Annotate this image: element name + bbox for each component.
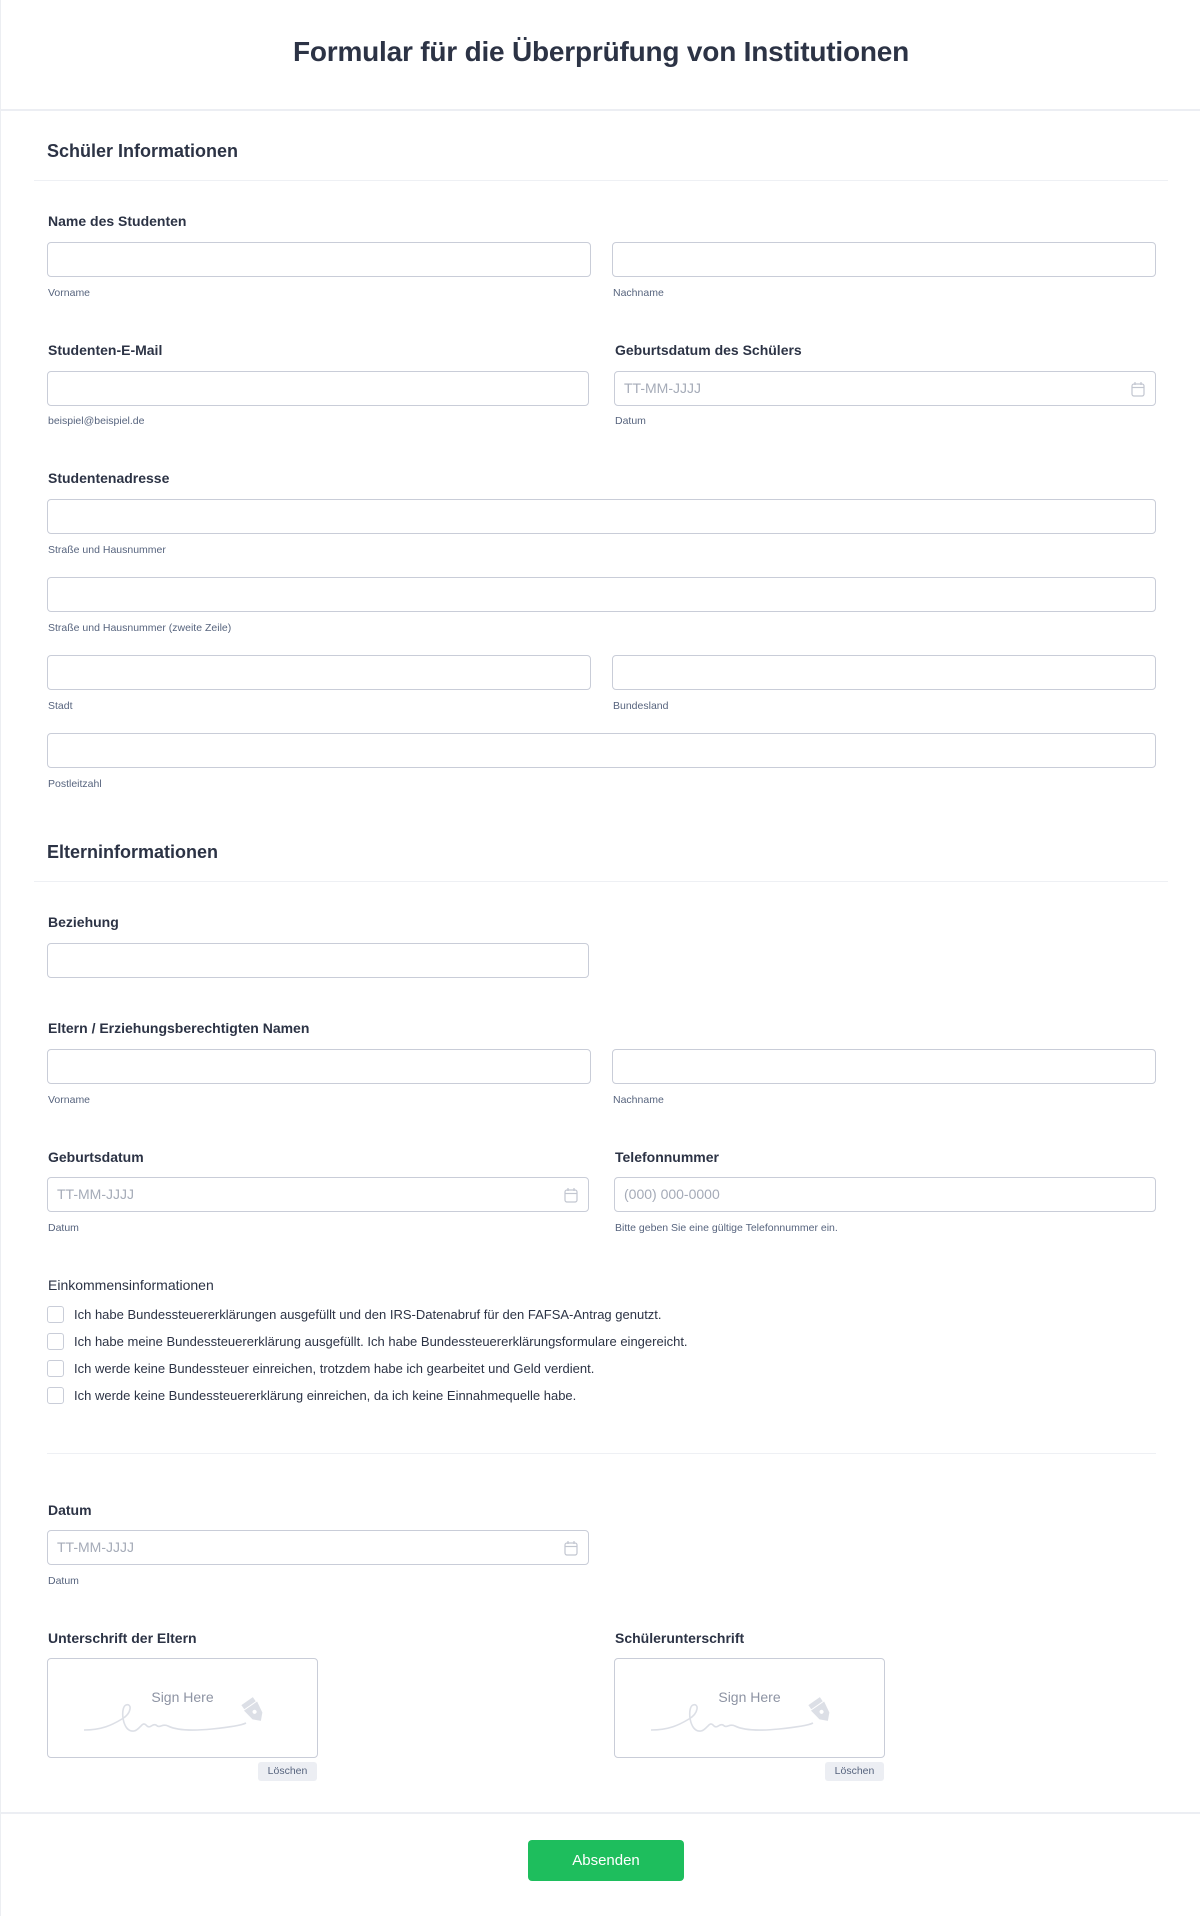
student-last-name-sublabel: Nachname [613, 287, 664, 299]
calendar-icon[interactable] [1131, 381, 1145, 397]
divider [47, 1453, 1156, 1454]
student-first-name-sublabel: Vorname [48, 287, 91, 299]
phone-input[interactable] [614, 1177, 1156, 1212]
parent-birthdate-placeholder: TT-MM-JJJJ [57, 1186, 134, 1202]
student-email-label: Studenten-E-Mail [48, 342, 163, 358]
student-birthdate-placeholder: TT-MM-JJJJ [624, 380, 701, 396]
parent-first-name-sublabel: Vorname [48, 1094, 91, 1106]
parent-last-name-input[interactable] [612, 1049, 1156, 1084]
address-line1-sublabel: Straße und Hausnummer [48, 544, 166, 556]
parent-name-label: Eltern / Erziehungsberechtigten Namen [48, 1020, 310, 1036]
section-title-parent: Elterninformationen [47, 842, 219, 862]
income-label: Einkommensinformationen [48, 1277, 214, 1293]
student-signature-clear-button[interactable]: Löschen [825, 1762, 884, 1781]
student-signature-pad[interactable] [614, 1658, 885, 1758]
date-placeholder: TT-MM-JJJJ [57, 1539, 134, 1555]
address-state-input[interactable] [612, 655, 1156, 690]
address-city-input[interactable] [47, 655, 591, 690]
checkbox[interactable] [47, 1306, 64, 1323]
student-signature-label: Schülerunterschrift [615, 1630, 745, 1646]
income-option-label: Ich habe meine Bundessteuererklärung ausgefüllt. Ich habe Bundessteuererklärungsformulare eingereicht. [74, 1334, 688, 1349]
parent-signature-clear-button[interactable]: Löschen [258, 1762, 317, 1781]
address-city-sublabel: Stadt [48, 700, 73, 712]
date-label: Datum [48, 1502, 92, 1518]
section-title-student: Schüler Informationen [47, 141, 239, 161]
checkbox[interactable] [47, 1333, 64, 1350]
student-email-input[interactable] [47, 371, 589, 406]
date-sublabel: Datum [48, 1575, 79, 1587]
parent-signature-label: Unterschrift der Eltern [48, 1630, 197, 1646]
income-option[interactable] [47, 1333, 688, 1350]
submit-button[interactable]: Absenden [528, 1840, 684, 1881]
student-birthdate-label: Geburtsdatum des Schülers [615, 342, 802, 358]
student-last-name-input[interactable] [612, 242, 1156, 277]
relationship-input[interactable] [47, 943, 589, 978]
calendar-icon[interactable] [564, 1187, 578, 1203]
phone-placeholder: (000) 000-0000 [624, 1186, 720, 1202]
parent-last-name-sublabel: Nachname [613, 1094, 664, 1106]
parent-birthdate-input[interactable] [47, 1177, 589, 1212]
parent-first-name-input[interactable] [47, 1049, 591, 1084]
address-line2-input[interactable] [47, 577, 1156, 612]
student-first-name-input[interactable] [47, 242, 591, 277]
parent-birthdate-label: Geburtsdatum [48, 1149, 144, 1165]
address-zip-input[interactable] [47, 733, 1156, 768]
income-option-label: Ich werde keine Bundessteuererklärung einreichen, da ich keine Einnahmequelle habe. [74, 1388, 577, 1403]
address-line2-sublabel: Straße und Hausnummer (zweite Zeile) [48, 622, 232, 634]
pen-icon [649, 1693, 854, 1738]
phone-sublabel: Bitte geben Sie eine gültige Telefonnummer ein. [615, 1222, 838, 1234]
form-title: Formular für die Überprüfung von Institutionen [292, 36, 910, 67]
pen-icon [82, 1693, 287, 1738]
calendar-icon[interactable] [564, 1540, 578, 1556]
checkbox[interactable] [47, 1360, 64, 1377]
income-option[interactable] [47, 1306, 662, 1323]
student-birthdate-input[interactable] [614, 371, 1156, 406]
income-option-label: Ich habe Bundessteuererklärungen ausgefüllt und den IRS-Datenabruf für den FAFSA-Antrag genutzt. [74, 1307, 662, 1322]
sign-here-placeholder: Sign Here [151, 1689, 214, 1705]
student-birthdate-sublabel: Datum [615, 415, 646, 427]
phone-label: Telefonnummer [615, 1149, 719, 1165]
student-email-sublabel: beispiel@beispiel.de [48, 415, 145, 427]
parent-birthdate-sublabel: Datum [48, 1222, 79, 1234]
header-divider [1, 109, 1200, 111]
income-option-label: Ich werde keine Bundessteuer einreichen, trotzdem habe ich gearbeitet und Geld verdient. [74, 1361, 595, 1376]
student-address-label: Studentenadresse [48, 470, 170, 486]
section-divider [34, 881, 1168, 882]
relationship-label: Beziehung [48, 914, 119, 930]
income-option[interactable] [47, 1360, 594, 1377]
section-divider [34, 180, 1168, 181]
checkbox[interactable] [47, 1387, 64, 1404]
footer-divider [1, 1812, 1200, 1814]
address-line1-input[interactable] [47, 499, 1156, 534]
sign-here-placeholder: Sign Here [718, 1689, 781, 1705]
student-name-label: Name des Studenten [48, 213, 187, 229]
address-state-sublabel: Bundesland [613, 700, 669, 712]
address-zip-sublabel: Postleitzahl [48, 778, 102, 790]
income-option[interactable] [47, 1387, 576, 1404]
date-input[interactable] [47, 1530, 589, 1565]
parent-signature-pad[interactable] [47, 1658, 318, 1758]
